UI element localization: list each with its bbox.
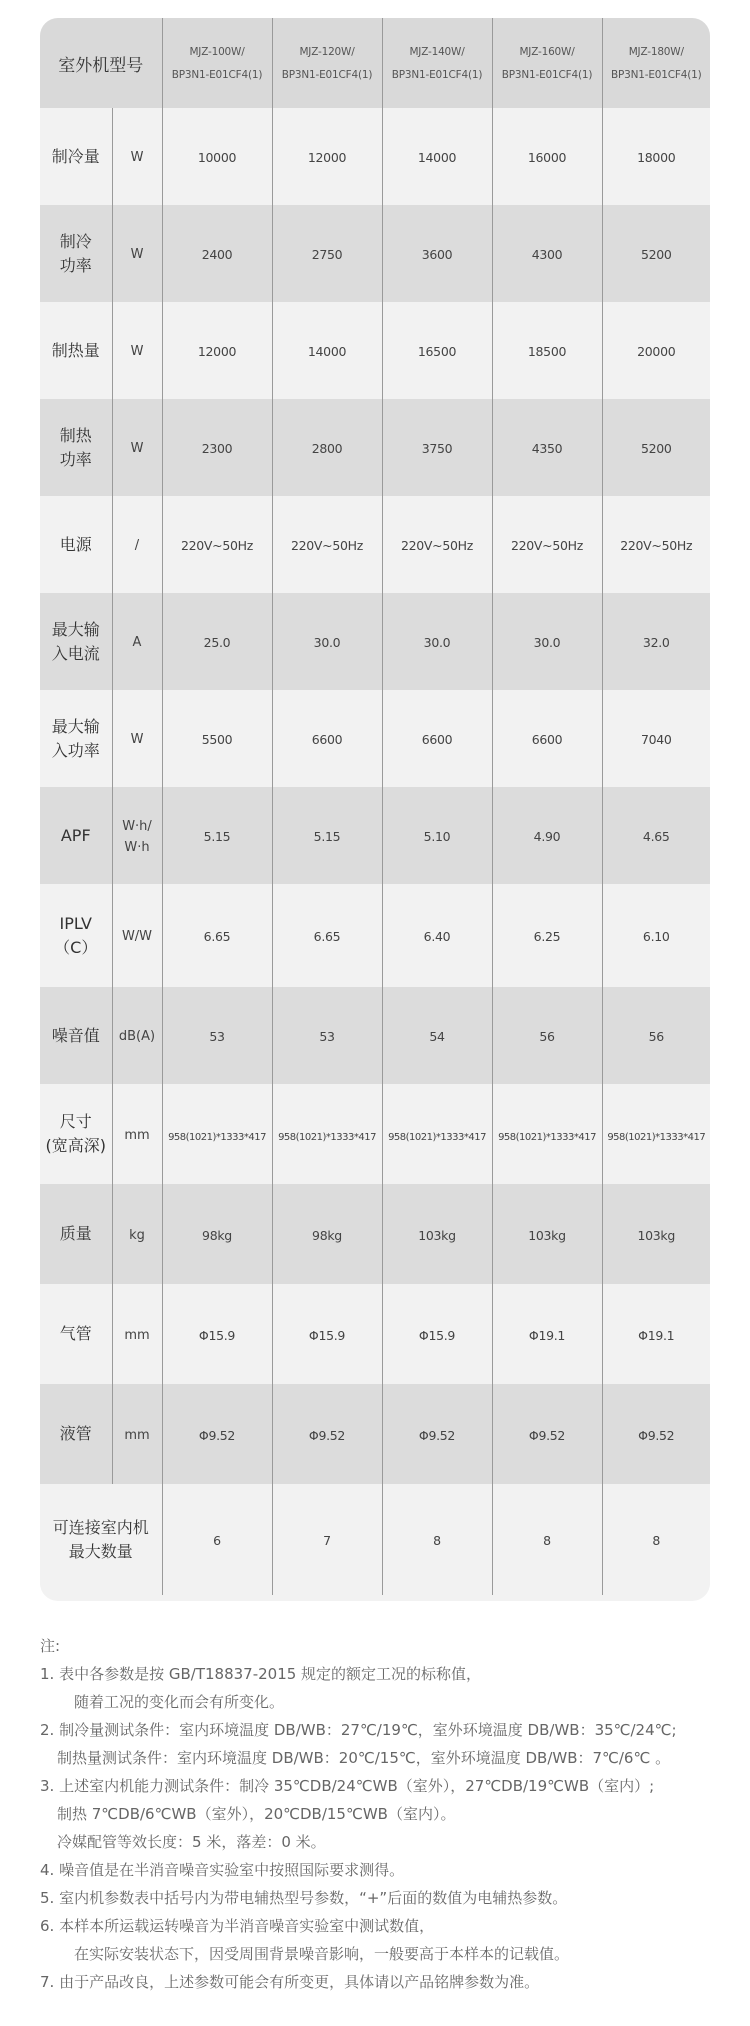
spec-row-max-input-current [40, 593, 710, 690]
cell-value: 220V~50Hz [290, 538, 364, 553]
note-line: 3. 上述室内机能力测试条件：制冷 35℃DB/24℃WB（室外），27℃DB/19℃WB（室内）; [40, 1777, 655, 1795]
spec-row-heating-power [40, 399, 710, 496]
model-name: MJZ-100W/ BP3N1-E01CF4(1) [171, 46, 263, 81]
model-cell [382, 18, 492, 108]
spec-row-liquid-pipe [40, 1384, 710, 1484]
spec-row-noise [40, 987, 710, 1084]
cell-value: 220V~50Hz [180, 538, 254, 553]
row-label: 电源 [59, 534, 92, 554]
row-label: 噪音值 [51, 1025, 100, 1045]
cell-value: 54 [429, 1029, 445, 1044]
cell-value: Φ9.52 [198, 1427, 236, 1443]
spec-row-power-supply [40, 496, 710, 593]
note-line: 5. 室内机参数表中括号内为带电辅热型号参数，“+”后面的数值为电辅热参数。 [40, 1889, 568, 1907]
cell-value: 7 [323, 1533, 331, 1548]
row-label: 制冷 功率 [59, 231, 92, 275]
cell-value: 958(1021)*1333*417 [388, 1131, 486, 1143]
cell-value: 8 [543, 1533, 551, 1548]
cell-value: 6600 [531, 732, 563, 747]
model-name: MJZ-160W/ BP3N1-E01CF4(1) [501, 46, 593, 81]
cell-value: 32.0 [642, 635, 670, 650]
cell-value: 5.15 [313, 829, 341, 844]
row-unit: W [130, 344, 144, 359]
cell-value: Φ9.52 [308, 1427, 346, 1443]
cell-value: 12000 [197, 344, 237, 359]
cell-value: 10000 [197, 150, 237, 165]
cell-value: 958(1021)*1333*417 [168, 1131, 266, 1143]
row-label: 最大输 入电流 [51, 619, 100, 663]
cell-value: 6.65 [313, 929, 341, 944]
row-unit: W·h/ W·h [122, 818, 152, 855]
cell-value: 30.0 [313, 635, 341, 650]
spec-row-max-input-power [40, 690, 710, 787]
spec-row-dimensions [40, 1084, 710, 1184]
cell-value: 25.0 [203, 635, 231, 650]
row-unit: / [134, 538, 140, 553]
cell-value: 2400 [201, 247, 233, 262]
row-label: 最大输 入功率 [51, 716, 100, 760]
row-unit: mm [124, 1427, 150, 1443]
row-label: 尺寸 (宽高深) [45, 1112, 106, 1155]
cell-value: 103kg [637, 1227, 676, 1243]
row-unit: mm [124, 1127, 150, 1143]
row-label: 制热量 [51, 340, 100, 360]
row-label: 制热 功率 [59, 425, 92, 469]
row-unit: dB(A) [118, 1029, 156, 1044]
row-unit: W [130, 247, 144, 262]
notes-title: 注: [40, 1637, 61, 1655]
note-line: 随着工况的变化而会有所变化。 [74, 1693, 285, 1711]
spec-row-max-indoor-units [40, 1484, 710, 1595]
cell-value: 6.65 [203, 929, 231, 944]
header-row [40, 18, 710, 108]
row-label: 液管 [59, 1424, 92, 1443]
cell-value: 4350 [531, 441, 563, 456]
spec-row-apf [40, 787, 710, 884]
cell-value: 56 [648, 1029, 664, 1044]
cell-value: 6 [213, 1533, 221, 1548]
cell-value: Φ15.9 [308, 1327, 346, 1343]
row-unit: A [132, 635, 142, 650]
row-unit: W [130, 441, 144, 456]
model-cell [272, 18, 382, 108]
note-line: 制热 7℃DB/6℃WB（室外），20℃DB/15℃WB（室内）。 [57, 1805, 456, 1823]
cell-value: 7040 [640, 732, 672, 747]
cell-value: 4.65 [642, 829, 670, 844]
cell-value: 958(1021)*1333*417 [607, 1131, 706, 1143]
cell-value: 5500 [201, 732, 233, 747]
note-line: 制热量测试条件：室内环境温度 DB/WB：20℃/15℃，室外环境温度 DB/WB：7℃/6℃ 。 [57, 1749, 671, 1767]
row-unit: kg [129, 1227, 145, 1243]
cell-value: Φ19.1 [638, 1327, 675, 1343]
model-cell [602, 18, 710, 108]
spec-row-cooling-power [40, 205, 710, 302]
cell-value: Φ9.52 [418, 1427, 456, 1443]
model-cell [162, 18, 272, 108]
row-unit: W [130, 150, 144, 165]
cell-value: 4300 [531, 247, 563, 262]
note-line: 冷媒配管等效长度：5 米，落差：0 米。 [57, 1833, 326, 1851]
row-label: 可连接室内机 最大数量 [52, 1517, 149, 1561]
row-label: IPLV （C） [54, 913, 98, 957]
cell-value: 14000 [307, 344, 347, 359]
row-label: 质量 [59, 1224, 92, 1243]
row-label: 制冷量 [51, 146, 100, 166]
cell-value: 6600 [421, 732, 453, 747]
header-label-cell [40, 18, 162, 108]
row-unit: W/W [121, 929, 153, 944]
cell-value: Φ19.1 [528, 1327, 566, 1343]
note-line: 4. 噪音值是在半消音噪音实验室中按照国际要求测得。 [40, 1861, 405, 1879]
model-cell [492, 18, 602, 108]
row-label: APF [60, 825, 91, 845]
cell-value: 2750 [311, 247, 343, 262]
cell-value: 5200 [640, 247, 672, 262]
note-line: 在实际安装状态下，因受周围背景噪音影响，一般要高于本样本的记载值。 [74, 1945, 570, 1963]
cell-value: 6.40 [423, 929, 451, 944]
cell-value: 8 [652, 1533, 661, 1548]
cell-value: 3600 [421, 247, 453, 262]
notes-section [40, 1632, 730, 1996]
cell-value: 18500 [527, 344, 567, 359]
cell-value: 220V~50Hz [400, 538, 474, 553]
cell-value: 220V~50Hz [510, 538, 584, 553]
cell-value: 98kg [312, 1227, 342, 1243]
cell-value: 220V~50Hz [620, 538, 693, 553]
cell-value: 2800 [311, 441, 343, 456]
cell-value: 958(1021)*1333*417 [498, 1131, 596, 1143]
spec-row-cooling-capacity [40, 108, 710, 205]
cell-value: 2300 [201, 441, 233, 456]
cell-value: 6.10 [642, 929, 670, 944]
spec-table [40, 18, 710, 1595]
cell-value: 56 [539, 1029, 555, 1044]
cell-value: 103kg [418, 1227, 456, 1243]
note-line: 7. 由于产品改良，上述参数可能会有所变更，具体请以产品铭牌参数为准。 [40, 1973, 540, 1991]
cell-value: 30.0 [533, 635, 561, 650]
cell-value: Φ9.52 [638, 1427, 675, 1443]
cell-value: 958(1021)*1333*417 [278, 1131, 376, 1143]
cell-value: 16500 [417, 344, 457, 359]
cell-value: Φ15.9 [418, 1327, 456, 1343]
row-unit: mm [124, 1327, 150, 1343]
row-unit: W [130, 732, 144, 747]
model-name: MJZ-180W/ BP3N1-E01CF4(1) [611, 46, 702, 81]
cell-value: 12000 [307, 150, 347, 165]
cell-value: Φ9.52 [528, 1427, 566, 1443]
cell-value: 53 [209, 1029, 225, 1044]
row-label: 气管 [59, 1324, 92, 1343]
cell-value: 6.25 [533, 929, 561, 944]
spec-row-heating-capacity [40, 302, 710, 399]
cell-value: 14000 [417, 150, 457, 165]
model-name: MJZ-120W/ BP3N1-E01CF4(1) [281, 46, 373, 81]
cell-value: 3750 [421, 441, 453, 456]
cell-value: 30.0 [423, 635, 451, 650]
cell-value: 16000 [527, 150, 567, 165]
cell-value: 5.15 [203, 829, 231, 844]
cell-value: 103kg [528, 1227, 566, 1243]
cell-value: 6600 [311, 732, 343, 747]
spec-table-card [40, 18, 710, 1601]
spec-row-gas-pipe [40, 1284, 710, 1384]
cell-value: 20000 [637, 344, 676, 359]
model-name: MJZ-140W/ BP3N1-E01CF4(1) [391, 46, 483, 81]
note-line: 1. 表中各参数是按 GB/T18837-2015 规定的额定工况的标称值， [40, 1665, 482, 1683]
cell-value: 4.90 [533, 829, 561, 844]
header-label: 室外机型号 [58, 55, 144, 76]
note-line: 2. 制冷量测试条件：室内环境温度 DB/WB：27℃/19℃，室外环境温度 DB/WB：35℃/24℃; [40, 1721, 677, 1739]
cell-value: 8 [433, 1533, 441, 1548]
spec-row-weight [40, 1184, 710, 1284]
cell-value: 18000 [637, 150, 676, 165]
cell-value: Φ15.9 [198, 1327, 236, 1343]
cell-value: 5.10 [423, 829, 451, 844]
spec-row-iplv [40, 884, 710, 987]
note-line: 6. 本样本所运载运转噪音为半消音噪音实验室中测试数值， [40, 1917, 435, 1935]
cell-value: 98kg [202, 1227, 232, 1243]
cell-value: 53 [319, 1029, 335, 1044]
cell-value: 5200 [640, 441, 672, 456]
